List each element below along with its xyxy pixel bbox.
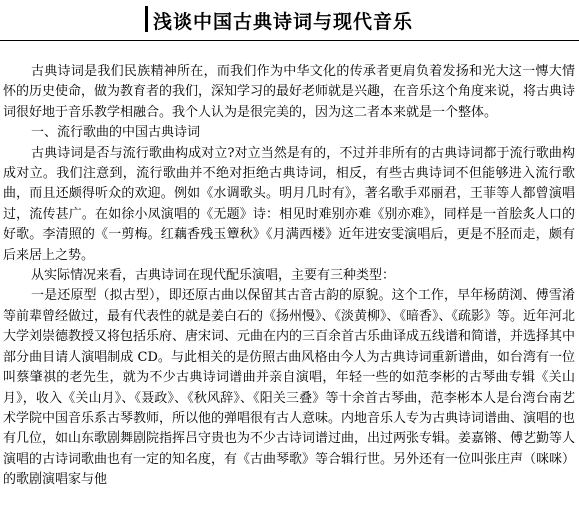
document-body — [3, 62, 575, 491]
document-title: 浅谈中国古典诗词与现代音乐 — [153, 11, 414, 33]
paragraph-types: 从实际情况来看，古典诗词在现代配乐演唱，主要有三种类型： — [31, 268, 396, 284]
paragraph-intro: 古典诗词是我们民族精神所在，而我们作为中华文化的传承者更肩负着发扬和光大这一慱大情怀的历史使命，做为教育者的我们，深知学习的最好老师就是兴趣，在音乐这个角度来说，将古典诗词很好地于音乐教学相融合。我个人认为是很完美的，因为这二者本来就是一个整体。 — [3, 64, 576, 120]
section-heading: 一、流行歌曲的中国古典诗词 — [31, 125, 201, 141]
paragraph-pop-songs: 古典诗词是否与流行歌曲构成对立?对立当然是有的，不过并非所有的古典诗词都于流行歌曲构成对立。我们注意到，流行歌曲并不绝对拒绝古典诗词，相反，有些古典诗词不但能够进入流行歌曲，而且还颇得听众的欢迎。例如《水调歌头。明月几时有》，著名歌手邓丽君，王菲等人都曾演唱过，流传甚广。在如徐小凤演唱的《无题》诗：相见时难别亦难《别亦难》，同样是一首脍炙人口的好歌。李清照的《一剪梅。红藕香残玉簟秋》《月满西楼》近年进安雯演唱后，更是不胫而走，颇有后来居上之势。 — [3, 145, 575, 263]
title-bar — [0, 0, 579, 41]
cursor-bar — [145, 6, 148, 32]
paragraph-type-one: 一是还原型（拟古型），即还原古曲以保留其古音古韵的原貌。这个工作，早年杨荫浏、傅雪淆等前辈曾经做过，最有代表性的就是姜白石的《扬州慢》、《淡黄柳》、《暗香》、《疏影》等。近年河北大学刘崇德教授又将包括乐府、唐宋词、元曲在内的三百余首古乐曲译成五线谱和简谱，并选择其中部分曲目请人演唱制成 CD。与此相关的是仿照古曲风格由今人为古典诗词重新谱曲，如台湾有一位叫蔡肇祺的老先生，就为不少古典诗词谱曲并亲自演唱，年轻一些的如范李彬的古琴曲专辑《关山月》，收入《关山月》、《聂政》、《秋风辞》、《阳关三叠》等十余首古琴曲，范李彬本人是台湾台南艺术学院中国音乐系古琴教师，所以他的弹唱很有古人意味。内地音乐人专为古典诗词谱曲、演唱的也有几位，如山东歌剧舞剧院指挥吕守贵也为不少古诗词谱过曲，出过两张专辑。姜嘉锵、傅艺勤等人演唱的古诗词歌曲也有一定的知名度，有《古曲琴歌》等合辑行世。另外还有一位叫张庄声（咪咪）的歌剧演唱家与他 — [3, 288, 576, 488]
